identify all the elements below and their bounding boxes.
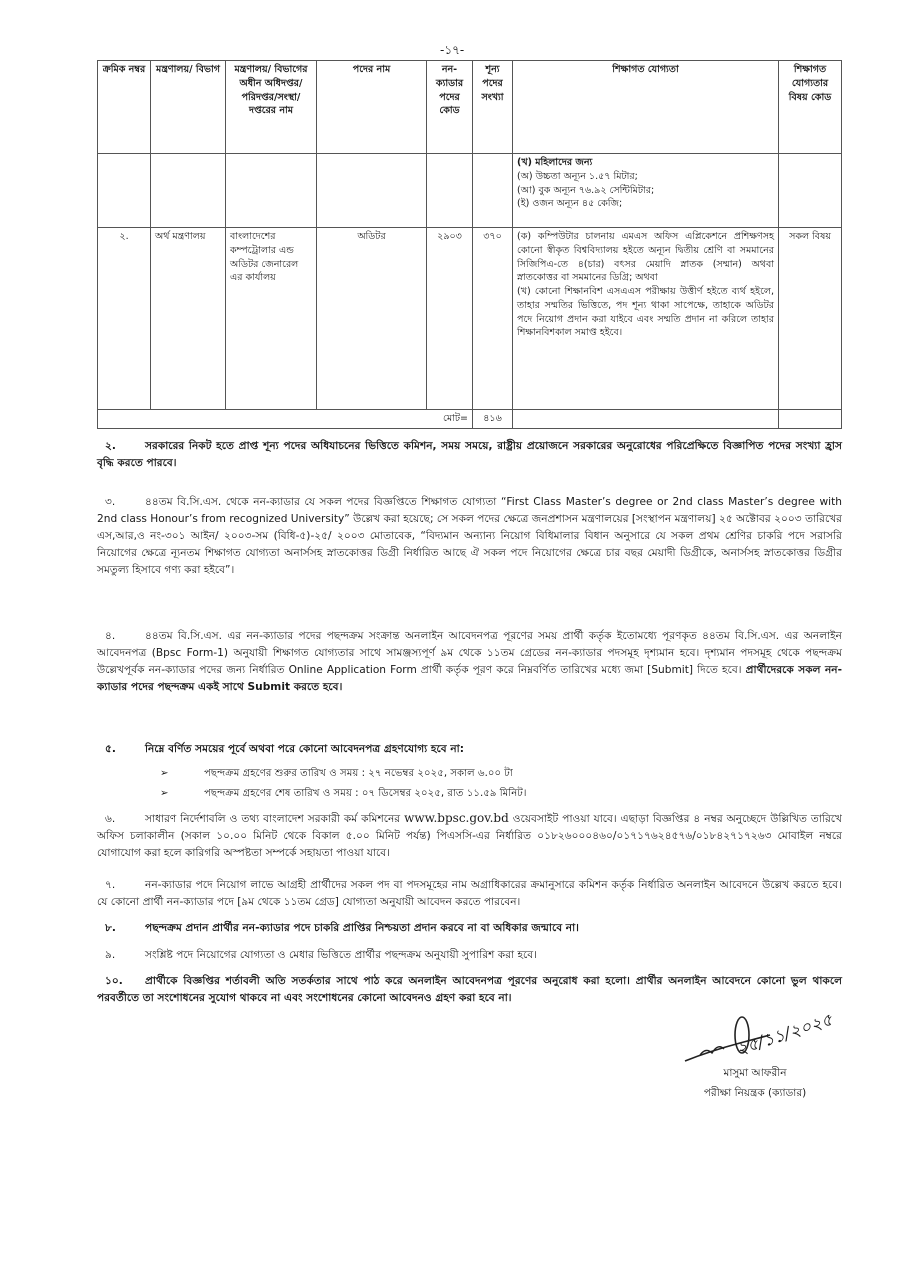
header-ministry: মন্ত্রণালয়/ বিভাগ — [151, 61, 226, 154]
total-value: ৪১৬ — [473, 410, 513, 429]
header-code: নন-ক্যাডার পদের কোড — [427, 61, 473, 154]
criteria-line: (ই) ওজন অন্যূন ৪৫ কেজি; — [517, 198, 623, 210]
arrow-bullet-icon: ➢ — [160, 788, 169, 799]
header-subject-code: শিক্ষাগত যোগ্যতার বিষয় কোড — [779, 61, 842, 154]
table-total-row — [98, 410, 842, 429]
page-number: -১৭- — [440, 43, 465, 57]
table-header-row — [98, 61, 842, 154]
criteria-line: (অ) উচ্চতা অন্যূন ১.৫৭ মিটার; — [517, 170, 638, 182]
paragraph-4: ৪. ৪৪তম বি.সি.এস. এর নন-ক্যাডার পদের পছন্দক্রম সংক্রান্ত অনলাইন আবেদনপত্র পূরণের সময় প্রার্থী কর্তৃক ইতোমধ্যে পূরণকৃত ৪৪তম বি.সি.এস. এর অনলাইন আবেদনপত্র (Bpsc Form-1) অনুযায়ী শিক্ষাগত যোগ্যতার সাথে সামঞ্জস্যপূর্ণ ৯ম থেকে ১১তম গ্রেডের নন-ক্যাডার পদসমূহ দৃশ্যমান হবে। দৃশ্যমান পদসমূহ থেকে পছন্দক্রম উল্লেখপূর্বক নন-ক্যাডার পদের জন্য নির্ধারিত Online Application Form প্রার্থী কর্তৃক পূরণ করে নিম্নবর্ণিত তারিখের মধ্যে জমা [Submit] দিতে হবে। প্রার্থীদেরকে সকল নন-ক্যাডার পদের পছন্দক্রম একই সাথে Submit করতে হবে। — [97, 630, 842, 693]
cell-vacancies: ৩৭০ — [473, 228, 513, 410]
signatory-title: পরীক্ষা নিয়ন্ত্রক (ক্যাডার) — [703, 1087, 807, 1099]
bpsc-website-link[interactable]: www.bpsc.gov.bd — [404, 811, 509, 825]
signatory-name: মাসুমা আফরীন — [723, 1067, 787, 1079]
total-label: মোট= — [98, 410, 473, 429]
header-post: পদের নাম — [317, 61, 427, 154]
paragraph-10: ১০. প্রার্থীকে বিজ্ঞপ্তির শর্তাবলী অতি সতর্কতার সাথে পাঠ করে অনলাইন আবেদনপত্র পূরণের অনুরোধ করা হলো। প্রার্থীর অনলাইন আবেদনে কোনো ভুল থাকলে পরবর্তীতে তা সংশোধনের সুযোগ থাকবে না এবং সংশোধনের কোনো আবেদনও গ্রহণ করা হবে না। — [97, 975, 842, 1004]
vacancy-table — [97, 60, 842, 429]
header-office: মন্ত্রণালয়/ বিভাগের অধীন অধিদপ্তর/ পরিদপ্তর/সংস্থা/ দপ্তরের নাম — [226, 61, 317, 154]
qualification-cell — [513, 154, 779, 228]
bullet-start-date: ➢ পছন্দক্রম গ্রহণের শুরুর তারিখ ও সময় : ২৭ নভেম্বর ২০২৫, সকাল ৬.০০ টা — [160, 768, 513, 779]
cell-subject-code: সকল বিষয় — [779, 228, 842, 410]
paragraph-4-emphasis: প্রার্থীদেরকে সকল নন-ক্যাডার পদের পছন্দক্রম একই সাথে Submit করতে হবে। — [97, 663, 842, 693]
paragraph-2: ২. সরকারের নিকট হতে প্রাপ্ত শূন্য পদের অধিযাচনের ভিত্তিতে কমিশন, সময় সময়ে, রাষ্ট্রীয় প্রয়োজনে সরকারের অনুরোধের পরিপ্রেক্ষিতে বিজ্ঞাপিত পদের সংখ্যা হ্রাস বৃদ্ধি করতে পারবে। — [97, 440, 842, 469]
paragraph-3: ৩. ৪৪তম বি.সি.এস. থেকে নন-ক্যাডার যে সকল পদের বিজ্ঞপ্তিতে শিক্ষাগত যোগ্যতা “First Class Master’s degree or 2nd class Master’s degree with 2nd class Honour’s from recognized University” উল্লেখ করা হয়েছে; সে সকল পদের ক্ষেত্রে জনপ্রশাসন মন্ত্রণালয়ের [সংস্থাপন মন্ত্রণালয়] ২৫ অক্টোবর ২০০৩ তারিখের এস,আর,ও নং-৩০১ আইন/ ২০০৩-সম (বিধি-৫)-২৫/ ২০০৩ মোতাবেক, “বিদ্যমান অন্যান্য নিয়োগ বিধিমালার বিধান অনুসারে যে সকল প্রথম শ্রেণির চাকরি পদে সরাসরি নিয়োগের ক্ষেত্রে ন্যূনতম শিক্ষাগত যোগ্যতা অনার্সসহ স্নাতকোত্তর ডিগ্রী নির্ধারিত আছে ঐ সকল পদে নিয়োগের ক্ষেত্রে চার বছর মেয়াদী ডিগ্রীকে, অনার্সসহ স্নাতকোত্তর ডিগ্রীর সমতুল্য হিসাবে গণ্য করা হইবে”। — [97, 496, 842, 576]
paragraph-8: ৮. পছন্দক্রম প্রদান প্রার্থীর নন-ক্যাডার পদে চাকরি প্রাপ্তির নিশ্চয়তা প্রদান করবে না বা অধিকার জন্মাবে না। — [105, 922, 579, 934]
bullet-end-date: ➢ পছন্দক্রম গ্রহণের শেষ তারিখ ও সময় : ০৭ ডিসেম্বর ২০২৫, রাত ১১.৫৯ মিনিট। — [160, 788, 527, 799]
signature-date: ২৫/১১/২০২৫ — [734, 1010, 836, 1060]
paragraph-9: ৯. সংশ্লিষ্ট পদে নিয়োগের যোগ্যতা ও মেধার ভিত্তিতে প্রার্থীর পছন্দক্রম অনুযায়ী সুপারিশ করা হবে। — [105, 949, 537, 961]
cell-post: অডিটর — [317, 228, 427, 410]
table-row-continued — [98, 154, 842, 228]
cell-qualification — [513, 228, 779, 410]
qualification-a: (ক) কম্পিউটার চালনায় এমএস অফিস এপ্লিকেশনে প্রশিক্ষণসহ কোনো স্বীকৃত বিশ্ববিদ্যালয় হইতে অন্যূন দ্বিতীয় শ্রেণি বা সমমানের সিজিপিএ-তে ৪(চার) বৎসর মেয়াদি স্নাতক (সম্মান) অথবা স্নাতকোত্তর বা সমমানের ডিগ্রি; অথবা — [517, 231, 774, 284]
paragraph-5: ৫. নিম্নে বর্ণিত সময়ের পূর্বে অথবা পরে কোনো আবেদনপত্র গ্রহণযোগ্য হবে না: — [105, 743, 464, 755]
cell-code: ২৯০৩ — [427, 228, 473, 410]
cell-ministry: অর্থ মন্ত্রণালয় — [151, 228, 226, 410]
header-vacancies: শূন্য পদের সংখ্যা — [473, 61, 513, 154]
cell-office: বাংলাদেশের কম্পট্রোলার এন্ড অডিটর জেনারেল এর কার্যালয় — [226, 228, 317, 410]
qualification-b: (খ) কোনো শিক্ষানবিশ এসএএস পরীক্ষায় উত্তীর্ণ হইতে ব্যর্থ হইলে, তাহার সম্মতির ভিত্তিতে, পদ শূন্য থাকা সাপেক্ষে, তাহাকে অডিটর পদে নিয়োগ প্রদান করা যাইবে এবং সম্মতি প্রদান না করিলে তাহার শিক্ষানবিশকাল সমাপ্ত হইবে। — [517, 286, 774, 339]
header-qualification: শিক্ষাগত যোগ্যতা — [513, 61, 779, 154]
arrow-bullet-icon: ➢ — [160, 768, 169, 779]
paragraph-6: ৬. সাধারণ নির্দেশাবলি ও তথ্য বাংলাদেশ সরকারী কর্ম কমিশনের www.bpsc.gov.bd ওয়েবসাইট পাওয়া যাবে। এছাড়া বিজ্ঞপ্তির ৪ নম্বর অনুচ্ছেদে উল্লিখিত তারিখে অফিস চলাকালীন (সকাল ১০.০০ মিনিট থেকে বিকাল ৫.০০ মিনিট পর্যন্ত) পিএসসি-এর নির্ধারিত ০১৮২৬০০০৪৬০/০১৭১৭৬২৪৫৭৬/০১৮৪২৭১৭২৬৩ মোবাইল নম্বরে যোগাযোগ করা হলে কারিগরি অস্পষ্টতা সম্পর্কে সহায়তা পাওয়া যাবে। — [97, 811, 843, 860]
criteria-line: (আ) বুক অন্যূন ৭৬.৯২ সেন্টিমিটার; — [517, 184, 655, 196]
table-row — [98, 228, 842, 410]
header-serial: ক্রমিক নম্বর — [98, 61, 151, 154]
cell-serial: ২. — [98, 228, 151, 410]
paragraph-7: ৭. নন-ক্যাডার পদে নিয়োগ লাভে আগ্রহী প্রার্থীদের সকল পদ বা পদসমূহের নাম অগ্রাধিকারের ক্রমানুসারে কমিশন কর্তৃক নির্ধারিত অনলাইন আবেদনে উল্লেখ করতে হবে। যে কোনো প্রার্থী নন-ক্যাডার পদে [৯ম থেকে ১১তম গ্রেড] যোগ্যতা অনুযায়ী আবেদন করতে পারবেন। — [97, 879, 842, 908]
female-criteria-heading: (খ) মহিলাদের জন্য — [517, 157, 593, 168]
